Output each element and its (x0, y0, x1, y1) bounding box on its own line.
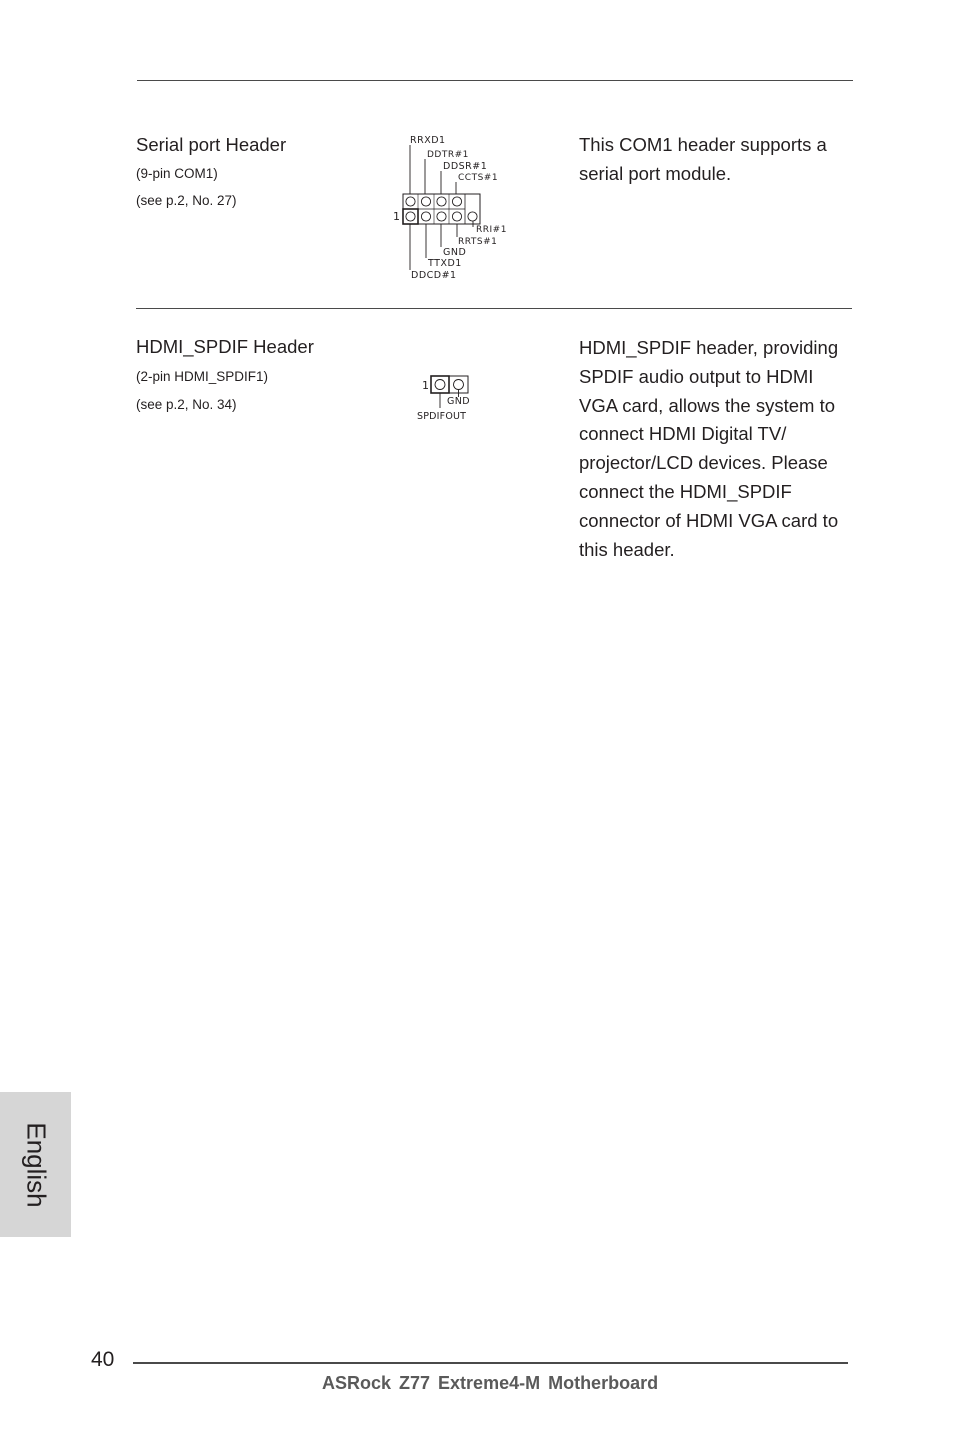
hdmi-description-line: SPDIF audio output to HDMI (579, 365, 814, 387)
pin-label-rrts1: RRTS#1 (458, 237, 498, 247)
serial-description (579, 131, 859, 189)
serial-description-line: serial port module. (579, 162, 732, 184)
hdmi-description-line: projector/LCD devices. Please (579, 452, 828, 474)
hdmi-spdif-header-title: HDMI_SPDIF Header (136, 336, 314, 357)
serial-ref-note: (see p.2, No. 27) (136, 193, 237, 208)
serial-description-line: This COM1 header supports a (579, 134, 827, 155)
serial-pin1-label: 1 (393, 210, 400, 223)
hdmi-description-line: VGA card, allows the system to (579, 394, 836, 416)
pin-label-ddcd1: DDCD#1 (411, 270, 457, 281)
section-divider (136, 308, 852, 309)
serial-pins-note: (9-pin COM1) (136, 166, 218, 181)
footer-product-title: ASRock Z77 Extreme4-M Motherboard (322, 1373, 659, 1393)
pin-label-ccts1: CCTS#1 (458, 173, 499, 183)
hdmi-spdif-pins-note: (2-pin HDMI_SPDIF1) (136, 369, 269, 384)
pin-label-ttxd1: TTXD1 (428, 258, 462, 269)
hdmi-description-line: connect the HDMI_SPDIF (579, 480, 792, 502)
hdmi-description-line: HDMI_SPDIF header, providing (579, 337, 839, 358)
hdmi-spdif-ref-note: (see p.2, No. 34) (136, 397, 237, 412)
top-divider (137, 80, 853, 81)
hdmi-description-line: connect HDMI Digital TV/ (579, 423, 787, 445)
com1-pinout-diagram (390, 130, 510, 285)
hdmi-description-line: connector of HDMI VGA card to (579, 509, 839, 531)
footer-divider (133, 1362, 848, 1364)
serial-header-title: Serial port Header (136, 134, 287, 155)
pin-label-rri1: RRI#1 (476, 225, 507, 235)
pin-label-ddsr1: DDSR#1 (443, 161, 488, 172)
hdmi-spdif-pinout-diagram (412, 370, 482, 425)
pin-label-gnd: GND (443, 247, 467, 258)
page-number: 40 (91, 1348, 115, 1371)
spdif-gnd-label: GND (447, 396, 470, 407)
language-side-tab (0, 1092, 71, 1237)
pin-label-rrxd1: RRXD1 (410, 135, 446, 146)
pin-label-ddtr1: DDTR#1 (427, 150, 469, 160)
spdif-out-label: SPDIFOUT (417, 411, 467, 422)
spdif-pin1-label: 1 (422, 379, 429, 392)
language-label: English (21, 1121, 51, 1208)
hdmi-description-line: this header. (579, 538, 675, 560)
hdmi-spdif-description (579, 334, 859, 564)
